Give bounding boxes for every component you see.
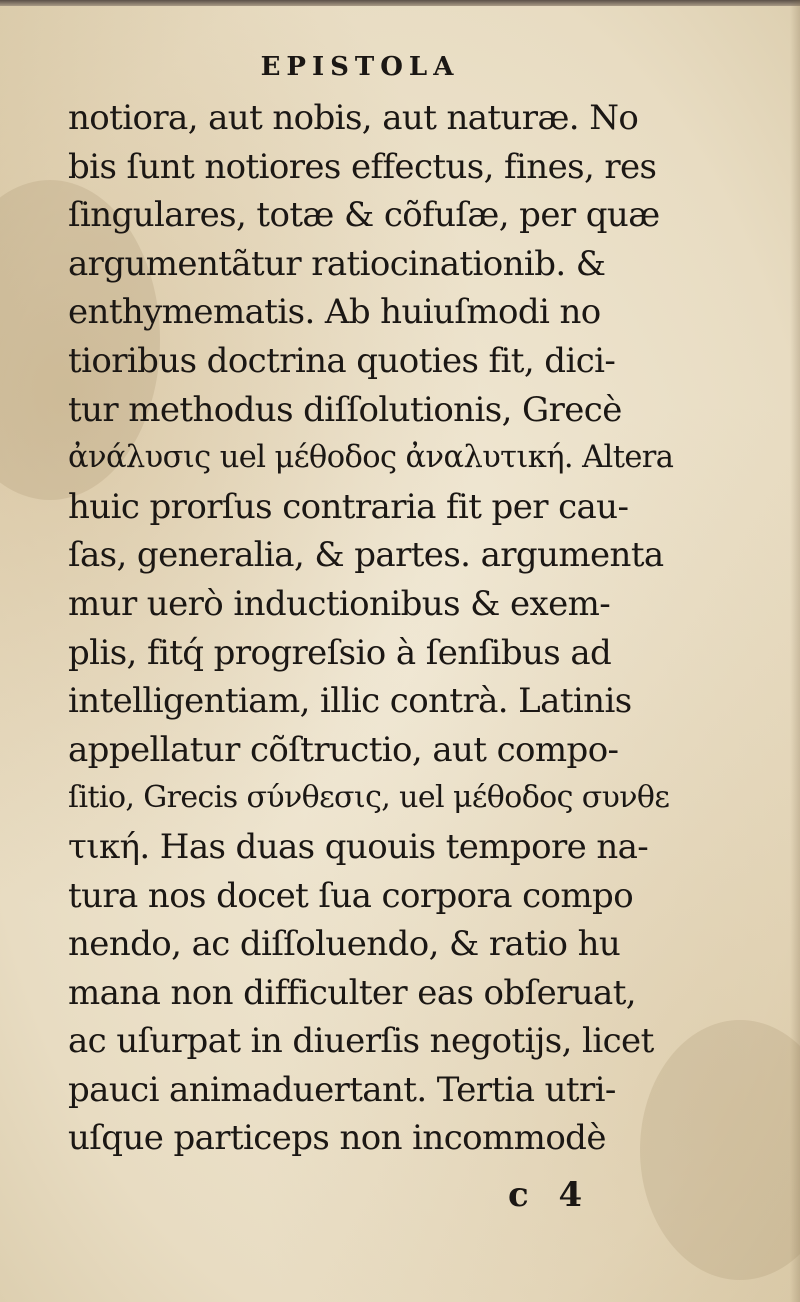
text-line: argumentãtur ratiocinationib. & (68, 243, 606, 284)
signature-mark: c 4 (508, 1175, 583, 1215)
text-line: ſitio, Grecis σύνθεσις, uel μέθοδος συνθε (68, 780, 670, 816)
text-line: uſque particeps non incommodè (68, 1118, 606, 1159)
text-line: intelligentiam, illic contrà. Latinis (68, 681, 632, 722)
text-line: plis, fitq́ progreſsio à ſenſibus ad (68, 632, 612, 673)
text-line: mana non difficulter eas obſeruat, (68, 972, 636, 1013)
page-top-edge (0, 0, 800, 6)
text-line: nendo, ac diſſoluendo, & ratio hu (68, 924, 621, 965)
text-line: tioribus doctrina quoties fit, dici- (68, 340, 616, 381)
text-line: tura nos docet ſua corpora compo (68, 875, 634, 916)
text-line: ac uſurpat in diuerſis negotijs, licet (68, 1021, 654, 1062)
text-line: appellatur cõſtructio, aut compo- (68, 729, 619, 770)
text-line: enthymematis. Ab huiuſmodi no (68, 292, 601, 333)
text-line: mur uerò inductionibus & exem- (68, 583, 611, 624)
text-line: pauci animaduertant. Tertia utri- (68, 1069, 616, 1110)
text-line: bis ſunt notiores effectus, fines, res (68, 146, 657, 187)
body-text (68, 94, 674, 1163)
text-line: ſingulares, totæ & cõfuſæ, per quæ (68, 195, 660, 236)
running-head: EPISTOLA (260, 52, 460, 82)
text-line: notiora, aut nobis, aut naturæ. No (68, 98, 639, 138)
text-line: ſas, generalia, & partes. argumenta (68, 535, 664, 576)
text-line: τική. Has duas quouis tempore na- (68, 826, 649, 867)
text-line: tur methodus diſſolutionis, Grecè (68, 389, 622, 430)
text-line: huic prorſus contraria fit per cau- (68, 486, 629, 527)
text-line: ἀνάλυσις uel μέθοδος ἀναλυτική. Altera (68, 440, 674, 476)
